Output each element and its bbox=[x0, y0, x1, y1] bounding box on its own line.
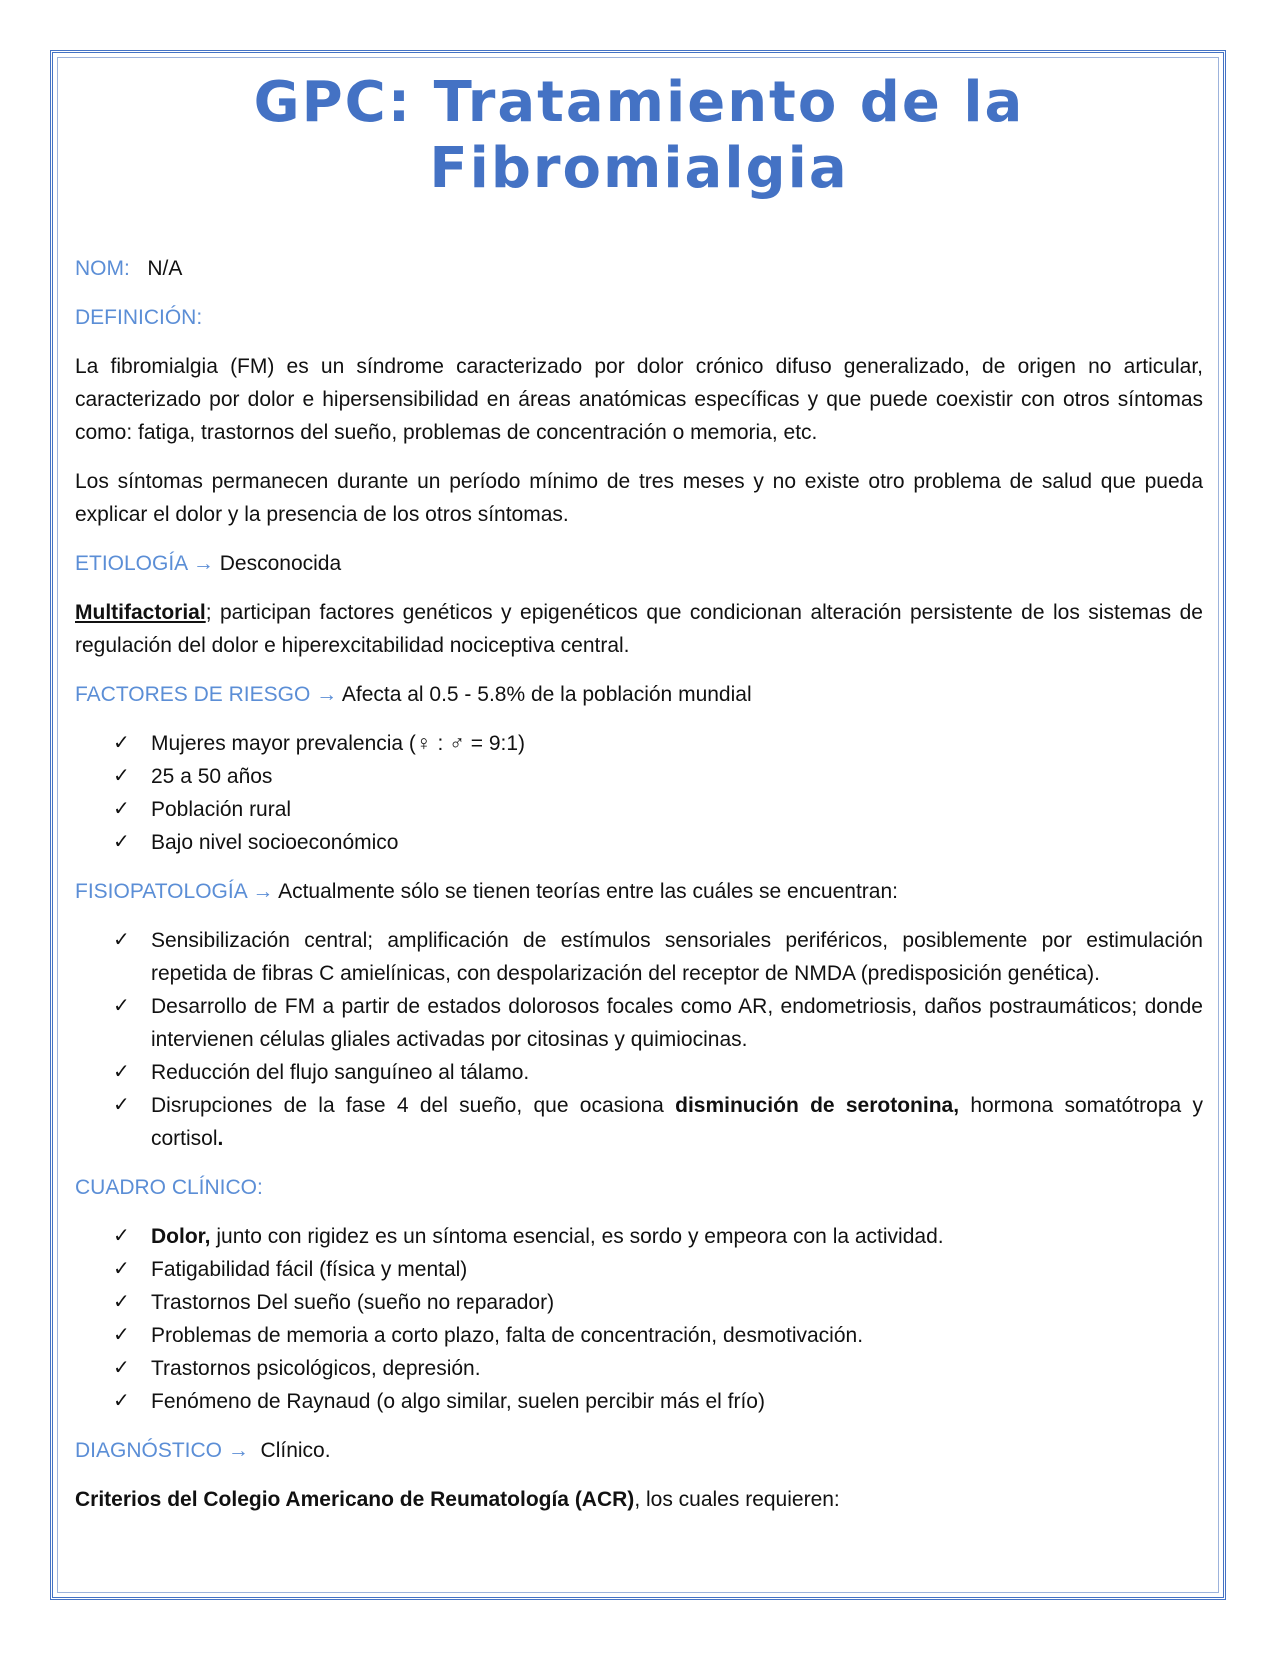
checkmark-icon: ✓ bbox=[113, 1324, 130, 1346]
list-item: ✓ Bajo nivel socioeconómico bbox=[151, 826, 1203, 859]
arrow-right-icon: → bbox=[316, 683, 338, 706]
list-item: ✓ Mujeres mayor prevalencia (♀ : ♂ = 9:1) bbox=[151, 727, 1203, 760]
definicion-heading: DEFINICIÓN: bbox=[75, 306, 203, 329]
diagnostico-row bbox=[75, 1434, 1203, 1467]
etiologia-label: ETIOLOGÍA bbox=[75, 552, 188, 575]
nom-label: NOM: bbox=[75, 257, 130, 280]
checkmark-icon: ✓ bbox=[113, 732, 130, 754]
page-title bbox=[75, 70, 1203, 202]
list-item: ✓ Trastornos psicológicos, depresión. bbox=[151, 1352, 1203, 1385]
criteria-row bbox=[75, 1483, 1203, 1516]
definicion-paragraph-2: Los síntomas permanecen durante un período mínimo de tres meses y no existe otro problema de salud que pueda explicar el dolor y la presencia de los otros síntomas. bbox=[75, 470, 1203, 526]
checkmark-icon: ✓ bbox=[113, 1225, 130, 1247]
checkmark-icon: ✓ bbox=[113, 1061, 130, 1083]
multifactorial-text: ; participan factores genéticos y epigenéticos que condicionan alteración persistente de los sistemas de regulación del dolor e hiperexcitabilidad nociceptiva central. bbox=[75, 601, 1203, 657]
factores-value: Afecta al 0.5 - 5.8% de la población mundial bbox=[341, 683, 752, 706]
definicion-paragraph-1: La fibromialgia (FM) es un síndrome caracterizado por dolor crónico difuso generalizado, de origen no articular, caracterizado por dolor e hipersensibilidad en áreas anatómicas específicas y que puede coexistir con otros síntomas como: fatiga, trastornos del sueño, problemas de concentración o memoria, etc. bbox=[75, 355, 1203, 444]
arrow-right-icon: → bbox=[192, 552, 214, 575]
list-item: ✓ Población rural bbox=[151, 793, 1203, 826]
fisiopatologia-value: Actualmente sólo se tienen teorías entre las cuáles se encuentran: bbox=[278, 880, 898, 903]
list-item: ✓ Dolor, junto con rigidez es un síntoma esencial, es sordo y empeora con la actividad. bbox=[151, 1220, 1203, 1253]
title-line-2: Fibromialgia bbox=[429, 136, 849, 201]
title-line-1: GPC: Tratamiento de la bbox=[253, 70, 1025, 135]
cuadro-heading: CUADRO CLÍNICO: bbox=[75, 1176, 263, 1199]
checkmark-icon: ✓ bbox=[113, 1390, 130, 1412]
checkmark-icon: ✓ bbox=[113, 1357, 130, 1379]
factores-row bbox=[75, 678, 1203, 711]
diagnostico-value: Clínico. bbox=[260, 1439, 331, 1462]
list-item: ✓ Fenómeno de Raynaud (o algo similar, suelen percibir más el frío) bbox=[151, 1385, 1203, 1418]
checkmark-icon: ✓ bbox=[113, 1291, 130, 1313]
list-item: ✓ Disrupciones de la fase 4 del sueño, que ocasiona disminución de serotonina, hormona somatótropa y cortisol. bbox=[151, 1089, 1203, 1155]
criteria-text: , los cuales requieren: bbox=[634, 1488, 840, 1511]
etiologia-value: Desconocida bbox=[219, 552, 342, 575]
list-item: ✓ Trastornos Del sueño (sueño no reparador) bbox=[151, 1286, 1203, 1319]
list-item: ✓ Reducción del flujo sanguíneo al tálamo. bbox=[151, 1056, 1203, 1089]
cuadro-list bbox=[75, 1220, 1203, 1418]
fisiopatologia-list bbox=[75, 924, 1203, 1155]
nom-value: N/A bbox=[147, 257, 183, 280]
list-item: ✓ Fatigabilidad fácil (física y mental) bbox=[151, 1253, 1203, 1286]
fisiopatologia-label: FISIOPATOLOGÍA bbox=[75, 880, 247, 903]
list-item: ✓ Sensibilización central; amplificación de estímulos sensoriales periféricos, posiblemente por estimulación repetida de fibras C amielínicas, con despolarización del receptor de NMDA (predisposición genética). bbox=[151, 924, 1203, 990]
diagnostico-label: DIAGNÓSTICO bbox=[75, 1439, 223, 1462]
factores-label: FACTORES DE RIESGO bbox=[75, 683, 311, 706]
checkmark-icon: ✓ bbox=[113, 765, 130, 787]
list-item: ✓ Desarrollo de FM a partir de estados dolorosos focales como AR, endometriosis, daños postraumáticos; donde intervienen células gliales activadas por citosinas y quimiocinas. bbox=[151, 990, 1203, 1056]
document-body bbox=[75, 70, 1203, 1532]
arrow-right-icon: → bbox=[227, 1439, 249, 1462]
arrow-right-icon: → bbox=[252, 880, 274, 903]
checkmark-icon: ✓ bbox=[113, 798, 130, 820]
checkmark-icon: ✓ bbox=[113, 995, 130, 1017]
checkmark-icon: ✓ bbox=[113, 1258, 130, 1280]
etiologia-row bbox=[75, 547, 1203, 580]
criteria-bold: Criterios del Colegio Americano de Reumatología (ACR) bbox=[75, 1488, 635, 1511]
list-item: ✓ Problemas de memoria a corto plazo, falta de concentración, desmotivación. bbox=[151, 1319, 1203, 1352]
etiologia-paragraph bbox=[75, 596, 1203, 662]
checkmark-icon: ✓ bbox=[113, 929, 130, 951]
fisiopatologia-row bbox=[75, 875, 1203, 908]
nom-row bbox=[75, 252, 1203, 285]
checkmark-icon: ✓ bbox=[113, 1094, 130, 1116]
list-item: ✓ 25 a 50 años bbox=[151, 760, 1203, 793]
factores-list bbox=[75, 727, 1203, 859]
multifactorial-term: Multifactorial bbox=[75, 601, 206, 624]
checkmark-icon: ✓ bbox=[113, 831, 130, 853]
